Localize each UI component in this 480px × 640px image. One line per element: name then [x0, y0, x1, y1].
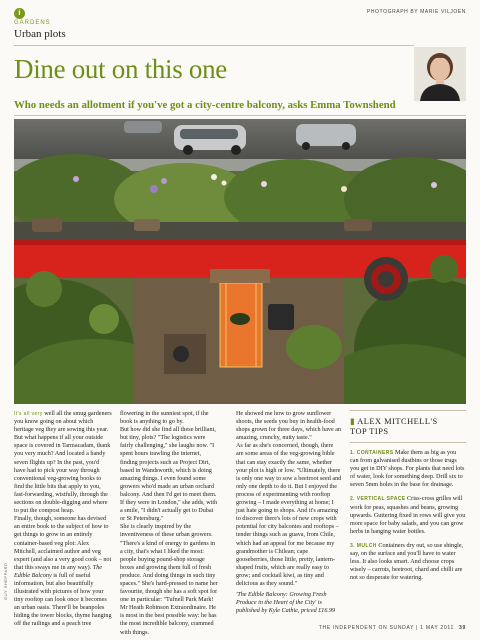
tip-heading: 3. MULCH [350, 542, 377, 549]
paragraph-text: well all the smug gardeners you know going on about which heritage veg they are sowing this year. But what happens if all your outside space is covered in Tarmacadam, thank you very much? And located a handy seven flights up? In the past, you'd have had to pick your way through conventional veg-growing books to find the little bits that apply to you, fast-forwarding, wistfully, through the sections on double-digging and where to put the compost heap. [14, 411, 112, 515]
article-column-3 [236, 410, 342, 615]
publication-date: THE INDEPENDENT ON SUNDAY | 1 MAY 2011 [318, 625, 454, 631]
author-portrait [414, 47, 466, 101]
tip-text: Make them as big as you can from galvanised dustbins or those trugs you get in DIY shops. For plants that need lots of water, look for something deep. Drill six to seven 5mm holes in the base for drainage. [350, 450, 465, 489]
balcony-garden-photo [14, 119, 466, 404]
article-column-1 [14, 410, 112, 629]
paragraph-text: As far as she's concerned, though, there are some areas of the veg-growing bible that can stay exactly the same, whether your plot is high or low. "Ultimately, there is only one way to sow a beetroot seed and only one depth to do it. But I enjoyed the process of experimenting with rooftop growing – I made everything at home; I just hate going to shops. And it's amazing to discover there's lots of new crops with potential for city balconies and rooftops – tender things such as guava, from Chile, which had an appeal for me because my grandmother is Chilean; cape gooseberries, those little, pretty, lantern-shaped fruits, which are really easy to grow; and cocktail kiwi, as tiny and delicious as they sound." [236, 443, 342, 587]
section-header [14, 8, 466, 38]
tip-text: Containers dry out, so use shingle, say, on the surface and you'll have to water less. It also looks smart. And choose crops wisely – carrots, beetroot, chard and chilli are not so desperate for watering. [350, 542, 464, 582]
tips-rule [350, 442, 466, 443]
photo-credit: PHOTOGRAPH BY MARIE VILJOEN [366, 9, 466, 15]
tip-heading: 1. CONTAINERS [350, 450, 394, 456]
paragraph-text: Finally, though, someone has devised an entire book to the subject of how to get things to grow in an entirely container-based veg plot: Alex Mitchell, acclaimed author and veg expert (and also a very good cook – not that this sways me in any way). [14, 516, 112, 571]
tip-heading: 2. VERTICAL SPACE [350, 496, 406, 503]
book-info: 'The Edible Balcony: Growing Fresh Produce in the Heart of the City' is published by Kyle Cathie, priced £16.99 [236, 592, 336, 615]
tip-item [350, 449, 466, 489]
paragraph-text: But how did she find all these brilliant, but tiny, plots? "The logistics were fairly challenging," she laughs now. "I spent hours trawling the internet, finding projects such as Project Dirt, based in Wandsworth, which is doing amazing things. I even found some growers who'd made an urban orchard balcony. And then I'd get to meet them. If they were in London," she adds, with a smile, "I didn't actually get to Dubai or St Petersburg." [120, 427, 218, 523]
section-subtitle: Urban plots [14, 28, 66, 40]
standfirst: Who needs an allotment if you've got a city-centre balcony, asks Emma Townshend [14, 99, 396, 111]
headline: Dine out on this one [14, 54, 227, 84]
tip-item [350, 495, 466, 535]
article-column-2 [120, 410, 218, 637]
book-title: The Edible Balcony [14, 564, 103, 579]
tips-title-bullet: ▮ [350, 417, 358, 426]
paragraph-text: She is clearly inspired by the inventiveness of these urban growers. "There's a kind of energy to gardens in a city, that's what I liked the most: people buying pound-shop storage boxes and growing them full of fresh produce. And doing things in such tiny spaces." She's hard-pressed to name her favourite, though she has a soft spot for one in particular: "Tufnell Park Mark! Mr Heath Robinson Extraordinaire. He is most in the best possible way: he has the most incredible balcony, crammed with things. [120, 524, 218, 636]
section-logo: i [14, 8, 25, 19]
section-name: GARDENS [14, 20, 51, 26]
page-footer [319, 625, 466, 631]
paragraph-text: flowering in the sunniest spot, if the book is anything to go by. [120, 411, 209, 426]
tips-title-name: ALEX MITCHELL'S [357, 417, 438, 426]
tip-text: Criss-cross grilles will work for peas, squashes and beans, growing upwards. Guttering fixed in rows will give you more space for baby salads, and you can grow herbs in hanging water bottles. [350, 496, 466, 535]
top-tips-box [350, 410, 466, 582]
mid-rule [14, 115, 466, 116]
page-number: 39 [459, 625, 466, 631]
paragraph-text: is full of useful information, but also beautifully illustrated with pictures of how your tiny rooftop can look once it becomes an urban oasis. There'll be beanpoles hiding the tower blocks, thyme hanging off the railings and a peach tree [14, 572, 112, 628]
tips-rule [350, 410, 466, 411]
paragraph [14, 410, 112, 515]
tips-title-rest: TOP TIPS [350, 427, 389, 436]
drop-lead: It's all very [14, 411, 43, 417]
tip-item [350, 542, 466, 582]
paragraph-text: He showed me how to grow sunflower shoots, the seeds you buy in health-food shops grown for three days, which have an amazing, crunchy, nutty taste." [236, 411, 342, 442]
top-rule [14, 45, 414, 46]
paragraph [14, 515, 112, 628]
image-credit-vertical: GUY SHEPPARD [3, 562, 8, 600]
tips-title [350, 417, 466, 437]
